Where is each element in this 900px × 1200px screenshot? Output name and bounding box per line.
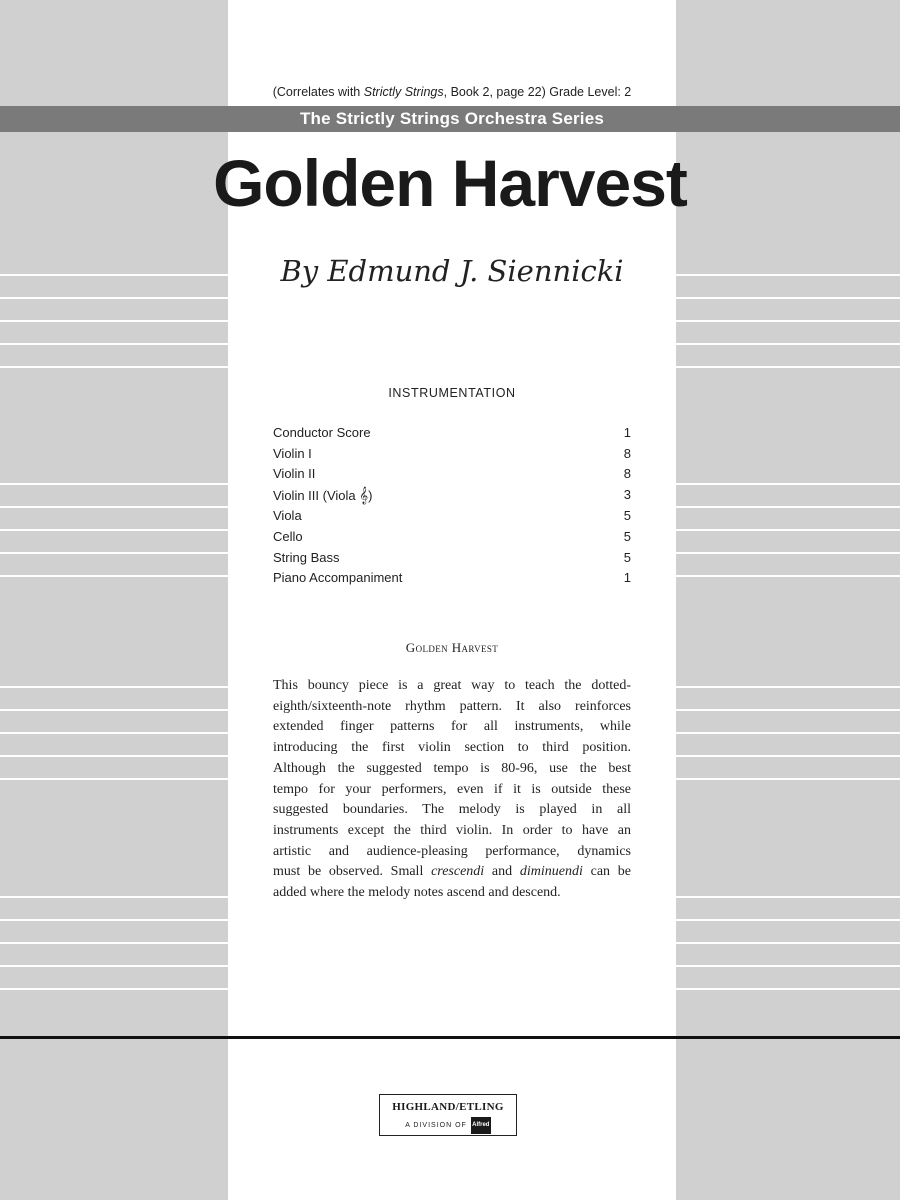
instrument-count: 3 (623, 487, 631, 503)
line-text: and (484, 864, 520, 880)
description-line: extended finger patterns for all instruments, while (273, 719, 631, 735)
line-emphasis: diminuendi (519, 864, 583, 880)
correlates-note (228, 85, 676, 99)
instrument-name-close: ) (368, 487, 373, 503)
description-line: instruments except the third violin. In order to have an (273, 822, 631, 838)
series-title: The Strictly Strings Orchestra Series (299, 109, 605, 128)
description-line: artistic and audience-pleasing performance, dynamics (273, 843, 631, 859)
instrument-name: Violin II (273, 466, 316, 482)
instrument-name: String Bass (273, 549, 340, 565)
list-item (273, 443, 631, 464)
instrumentation-heading: INSTRUMENTATION (388, 386, 516, 400)
instrument-count: 8 (623, 466, 631, 482)
page-title: Golden Harvest (213, 146, 687, 220)
instrument-name: Cello (273, 528, 303, 544)
staff-lines-decoration (0, 686, 228, 782)
staff-lines-decoration (0, 483, 228, 579)
line-text: can be (582, 864, 631, 880)
publisher-name: HIGHLAND/ETLING (392, 1101, 504, 1113)
line-text: must be observed. Small (273, 864, 432, 880)
description-body (273, 676, 631, 904)
staff-lines-decoration (676, 896, 900, 992)
instrument-count: 1 (623, 424, 631, 440)
staff-lines-decoration (676, 274, 900, 370)
list-item (273, 464, 631, 485)
instrument-name: Piano Accompaniment (273, 570, 403, 586)
list-item (273, 568, 631, 589)
description-heading: Golden Harvest (405, 640, 499, 655)
staff-lines-decoration (676, 686, 900, 782)
instrument-count: 5 (623, 508, 631, 524)
treble-clef-icon: 𝄞 (359, 485, 369, 504)
composer-credit: By Edmund J. Siennicki (280, 254, 624, 288)
correlates-suffix: , Book 2, page 22) Grade Level: 2 (443, 85, 632, 99)
correlates-book: Strictly Strings (363, 85, 444, 99)
staff-lines-decoration (0, 274, 228, 370)
instrument-name: Violin I (273, 445, 312, 461)
publisher-logo (379, 1094, 517, 1136)
instrumentation-list (273, 422, 631, 588)
instrument-name: Viola (273, 508, 302, 524)
staff-lines-decoration (0, 896, 228, 992)
publisher-division-row (380, 1117, 516, 1134)
list-item (273, 505, 631, 526)
publisher-division: A DIVISION OF (405, 1122, 467, 1129)
description-line: introducing the first violin section to third position. (273, 740, 631, 756)
instrument-count: 5 (623, 549, 631, 565)
instrument-count: 5 (623, 528, 631, 544)
correlates-prefix: (Correlates with (272, 85, 364, 99)
instrument-name-group (273, 486, 372, 504)
footer-rule (0, 1036, 900, 1039)
description-line: Although the suggested tempo is 80-96, use the best (273, 760, 631, 776)
instrument-count: 1 (623, 570, 631, 586)
instrument-name: Conductor Score (273, 424, 371, 440)
description-line: This bouncy piece is a great way to teach the dotted- (273, 678, 631, 693)
list-item (273, 422, 631, 443)
description-line: suggested boundaries. The melody is played in all (273, 802, 631, 818)
description-line (273, 862, 631, 883)
list-item (273, 526, 631, 547)
description-line: tempo for your performers, even if it is outside these (273, 781, 631, 797)
instrument-name: Violin III (Viola (273, 487, 360, 503)
line-emphasis: crescendi (431, 864, 485, 880)
list-item (273, 484, 631, 505)
instrument-count: 8 (623, 445, 631, 461)
alfred-logo-icon: Alfred (471, 1117, 491, 1134)
staff-lines-decoration (676, 483, 900, 579)
description-line: added where the melody notes ascend and descend. (273, 885, 561, 901)
description-line: eighth/sixteenth-note rhythm pattern. It also reinforces (273, 698, 631, 714)
list-item (273, 547, 631, 568)
